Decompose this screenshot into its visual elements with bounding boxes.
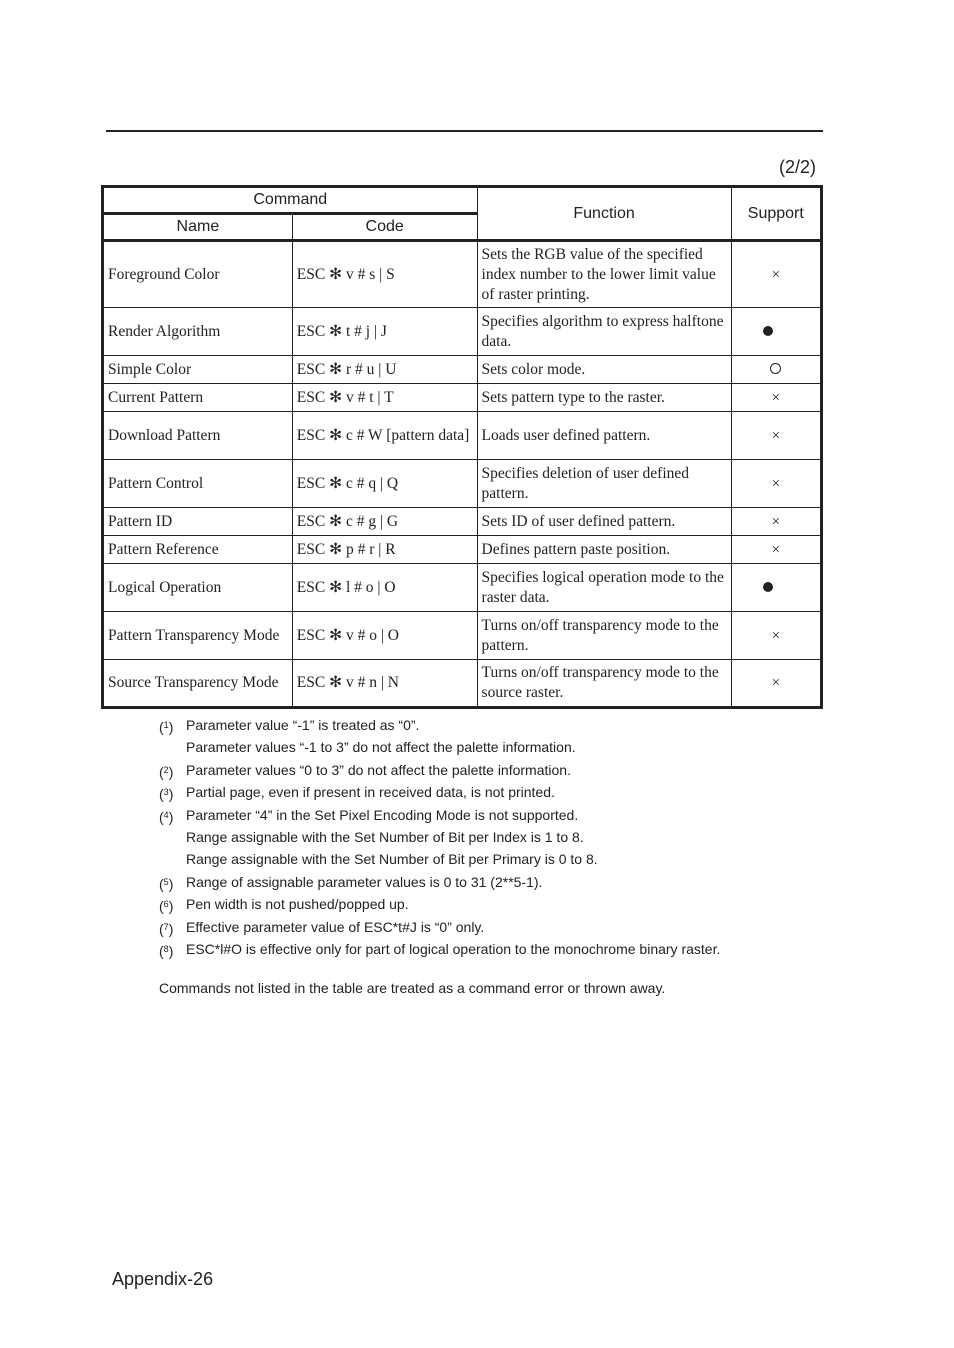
- footnote-line: [159, 804, 859, 826]
- footnote-number: ($^8$): [159, 943, 174, 960]
- cell-name: Simple Color: [103, 356, 293, 384]
- not-supported-mark: ×: [771, 389, 781, 406]
- footnote-text: Parameter values “-1 to 3” do not affect the palette information.: [186, 739, 576, 756]
- cell-support: [731, 536, 821, 564]
- footnote-text: Range assignable with the Set Number of Bit per Primary is 0 to 8.: [186, 851, 598, 868]
- cell-name: Render Algorithm: [103, 308, 293, 356]
- cell-code: ESC ✻ p # r | R: [292, 536, 477, 564]
- supported-dot-icon: [763, 326, 773, 336]
- cell-function: Turns on/off transparency mode to the source raster.: [477, 660, 731, 708]
- cell-function: Defines pattern paste position.: [477, 536, 731, 564]
- cell-support: [731, 612, 821, 660]
- footnote-text: Partial page, even if present in received data, is not printed.: [186, 784, 555, 801]
- header-code: Code: [292, 214, 477, 241]
- cell-code: ESC ✻ v # n | N: [292, 660, 477, 708]
- cell-function: Sets the RGB value of the specified index number to the lower limit value of raster printing.: [477, 241, 731, 308]
- cell-function: Specifies deletion of user defined pattern.: [477, 460, 731, 508]
- cell-function: Turns on/off transparency mode to the pattern.: [477, 612, 731, 660]
- header-rule: [106, 130, 823, 132]
- footnote-number: ($^2$): [159, 763, 174, 780]
- cell-code: ESC ✻ r # u | U: [292, 356, 477, 384]
- footnotes: [159, 714, 859, 960]
- cell-support: [731, 508, 821, 536]
- cell-support: [731, 660, 821, 708]
- cell-support: [731, 356, 821, 384]
- footnote-number: ($^6$): [159, 898, 174, 915]
- cell-function: Sets color mode.: [477, 356, 731, 384]
- header-name: Name: [103, 214, 293, 241]
- cell-support: [731, 564, 821, 612]
- cell-code: ESC ✻ c # W [pattern data]: [292, 412, 477, 460]
- footnote-line: [159, 916, 859, 938]
- cell-support: [731, 308, 821, 356]
- cell-code: ESC ✻ v # s | S: [292, 241, 477, 308]
- footnote-line: [159, 759, 859, 781]
- cell-function: Specifies logical operation mode to the raster data.: [477, 564, 731, 612]
- not-supported-mark: ×: [771, 513, 781, 530]
- not-supported-mark: ×: [771, 427, 781, 444]
- cell-name: Pattern Control: [103, 460, 293, 508]
- cell-support: [731, 241, 821, 308]
- not-supported-mark: ×: [771, 475, 781, 492]
- cell-name: Foreground Color: [103, 241, 293, 308]
- cell-code: ESC ✻ t # j | J: [292, 308, 477, 356]
- cell-code: ESC ✻ c # q | Q: [292, 460, 477, 508]
- cell-support: [731, 384, 821, 412]
- cell-code: ESC ✻ v # o | O: [292, 612, 477, 660]
- cell-function: Loads user defined pattern.: [477, 412, 731, 460]
- header-command: Command: [103, 187, 478, 214]
- page-indicator: (2/2): [778, 157, 816, 177]
- closing-note: Commands not listed in the table are treated as a command error or thrown away.: [159, 980, 666, 996]
- cell-name: Pattern ID: [103, 508, 293, 536]
- footnote-line: [159, 781, 859, 803]
- footnote-number: ($^3$): [159, 786, 174, 803]
- table-row: [103, 241, 822, 308]
- table-row: [103, 356, 822, 384]
- table-row: [103, 384, 822, 412]
- footnote-line: [159, 938, 859, 960]
- cell-function: Sets pattern type to the raster.: [477, 384, 731, 412]
- not-supported-mark: ×: [771, 675, 781, 691]
- table-row: [103, 460, 822, 508]
- cell-support: [731, 460, 821, 508]
- footnote-number: ($^7$): [159, 920, 174, 937]
- cell-name: Current Pattern: [103, 384, 293, 412]
- table-row: [103, 660, 822, 708]
- footnote-number: ($^4$): [159, 808, 174, 825]
- cell-name: Pattern Reference: [103, 536, 293, 564]
- cell-name: Download Pattern: [103, 412, 293, 460]
- table-row: [103, 564, 822, 612]
- not-supported-mark: ×: [771, 627, 781, 644]
- footnote-line: [159, 736, 859, 758]
- header-support: Support: [731, 187, 821, 241]
- footnote-line: [159, 893, 859, 915]
- header-function: Function: [477, 187, 731, 241]
- footnote-text: Effective parameter value of ESC*t#J is “0” only.: [186, 918, 485, 935]
- cell-name: Source Transparency Mode: [103, 660, 293, 708]
- cell-code: ESC ✻ v # t | T: [292, 384, 477, 412]
- footnote-text: Range of assignable parameter values is 0 to 31 (2**5-1).: [186, 873, 543, 890]
- not-supported-mark: ×: [771, 541, 781, 558]
- cell-name: Pattern Transparency Mode: [103, 612, 293, 660]
- footnote-line: [159, 848, 859, 870]
- page-footer: Appendix-26: [112, 1269, 214, 1289]
- footnote-line: [159, 714, 859, 736]
- footnote-line: [159, 871, 859, 893]
- table-row: [103, 536, 822, 564]
- table-row: [103, 612, 822, 660]
- cell-name: Logical Operation: [103, 564, 293, 612]
- footnote-number: ($^1$): [159, 719, 174, 735]
- footnote-text: ESC*l#O is effective only for part of logical operation to the monochrome binary raster.: [186, 941, 721, 958]
- cell-function: Specifies algorithm to express halftone data.: [477, 308, 731, 356]
- cell-function: Sets ID of user defined pattern.: [477, 508, 731, 536]
- footnote-text: Parameter value “-1” is treated as “0”.: [186, 717, 420, 733]
- footnote-text: Range assignable with the Set Number of Bit per Index is 1 to 8.: [186, 829, 584, 846]
- footnote-text: Pen width is not pushed/popped up.: [186, 896, 409, 913]
- footnote-line: [159, 826, 859, 848]
- table-row: [103, 412, 822, 460]
- footnote-text: Parameter “4” in the Set Pixel Encoding Mode is not supported.: [186, 806, 579, 823]
- table-row: [103, 508, 822, 536]
- not-supported-mark: ×: [771, 266, 781, 283]
- cell-code: ESC ✻ c # g | G: [292, 508, 477, 536]
- footnote-number: ($^5$): [159, 875, 174, 892]
- table-row: [103, 308, 822, 356]
- partial-circle-icon: [770, 363, 781, 374]
- footnote-text: Parameter values “0 to 3” do not affect the palette information.: [186, 761, 571, 778]
- cell-support: [731, 412, 821, 460]
- supported-dot-icon: [763, 582, 773, 592]
- command-table: [101, 185, 823, 709]
- cell-code: ESC ✻ l # o | O: [292, 564, 477, 612]
